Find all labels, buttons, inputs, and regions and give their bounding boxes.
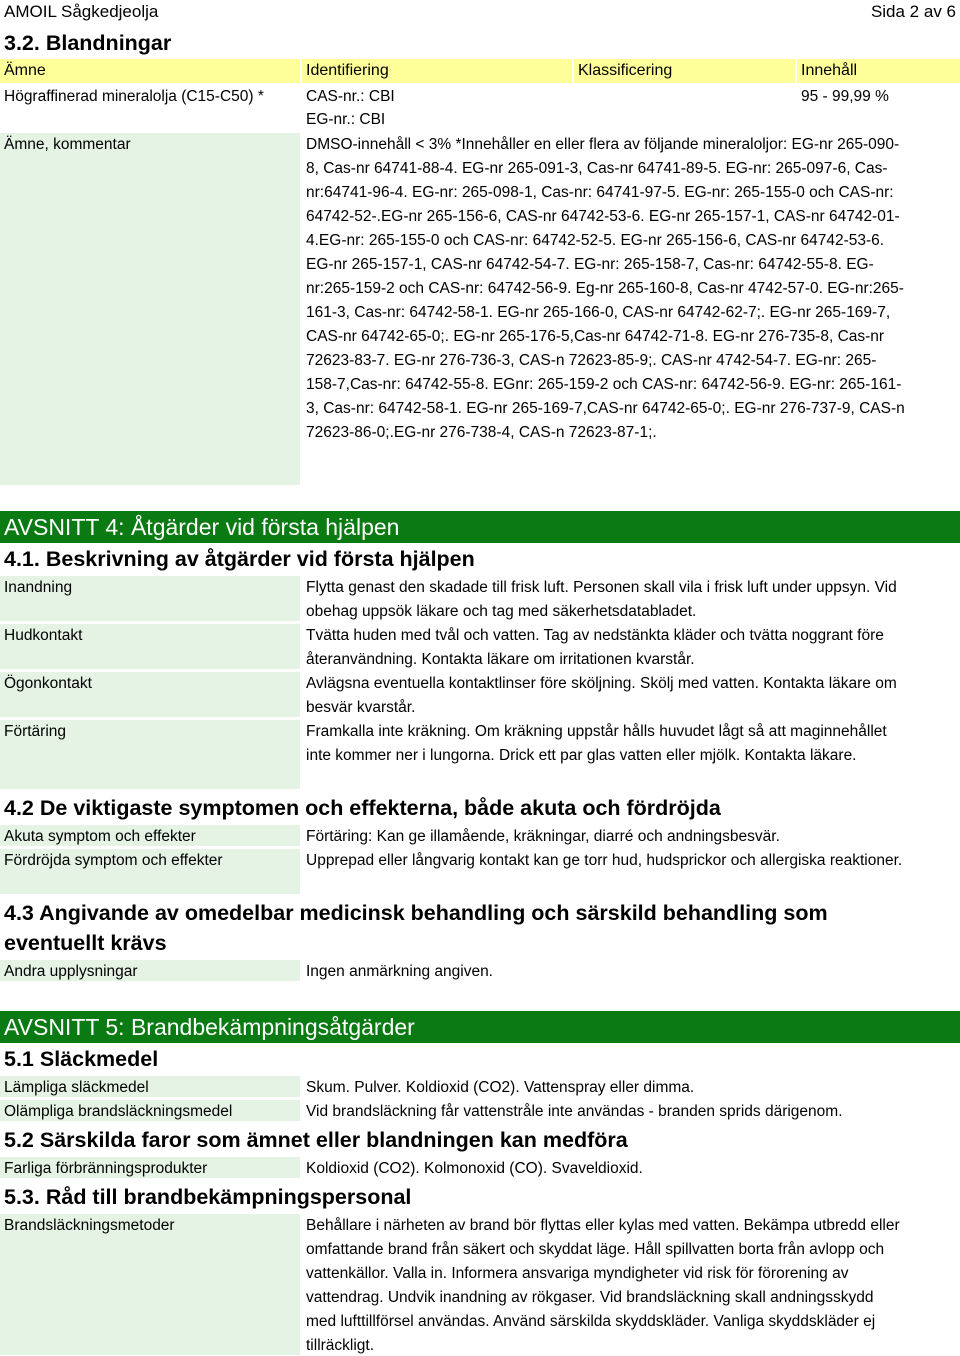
label-inhalation: Inandning xyxy=(0,576,300,621)
text-suitable-extinguishers: Skum. Pulver. Koldioxid (CO2). Vattenspray eller dimma. xyxy=(306,1079,695,1096)
mixture-table-header xyxy=(0,59,960,83)
text-unsuitable-extinguishers: Vid brandsläckning får vattenstråle inte användas - branden sprids därigenom. xyxy=(306,1103,843,1120)
section-5-title: AVSNITT 5: Brandbekämpningsåtgärder xyxy=(0,1011,960,1043)
label-substance-comment: Ämne, kommentar xyxy=(0,133,300,485)
substance-comment-text: DMSO-innehåll < 3% *Innehåller en eller flera av följande mineraloljor: EG-nr 265-090-8, Cas-nr 64741-88-4. EG-nr 265-091-3, Cas-nr 64741-89-5. EG-nr: 265-097-6, Cas-nr:64741-96-4. EG-nr: 265-098-1, Cas-nr: 64741-97-5. EG-nr: 265-155-0 och CAS-nr: 64742-52-.EG-nr 265-156-6, CAS-nr 64742-53-6. EG-nr 265-157-1, CAS-nr 64742-01-4.EG-nr: 265-155-0 och CAS-nr: 64742-52-5. EG-nr 265-156-6, CAS-nr 64742-53-6. EG-nr 265-157-1, CAS-nr 64742-54-7. EG-nr: 265-158-7, Cas-nr: 64742-55-8. EG-nr:265-159-2 och CAS-nr: 64742-56-9. Eg-nr 265-160-8, Cas-nr 4742-57-0. EG-nr:265-161-3, Cas-nr: 64742-58-1. EG-nr 265-166-0, CAS-nr 64742-62-7;. EG-nr 265-169-7, CAS-nr 64742-65-0;. EG-nr 265-176-5,Cas-nr 64742-71-8. EG-nr 276-735-8, Cas-nr 72623-83-7. EG-nr 276-736-3, CAS-n 72623-85-9;. CAS-nr 4742-54-7. EG-nr: 265-158-7,Cas-nr: 64742-55-8. EGnr: 265-159-2 och CAS-nr: 64742-56-9. EG-nr: 265-161-3, Cas-nr: 64742-58-1. EG-nr 265-169-7,CAS-nr 64742-65-0;. EG-nr 276-737-9, CAS-n 72623-86-0;.EG-nr 276-738-4, CAS-n 72623-87-1;. xyxy=(306,136,905,441)
section-4-title: AVSNITT 4: Åtgärder vid första hjälpen xyxy=(0,511,960,543)
label-suitable-extinguishers: Lämpliga släckmedel xyxy=(0,1076,300,1097)
label-skin-contact: Hudkontakt xyxy=(0,624,300,669)
label-combustion-products: Farliga förbränningsprodukter xyxy=(0,1157,300,1178)
substance-name: Högraffinerad mineralolja (C15-C50) * xyxy=(4,88,264,105)
subsection-heading-4-2: 4.2 De viktigaste symptomen och effekterna, både akuta och fördröjda xyxy=(4,796,721,820)
label-acute-symptoms: Akuta symptom och effekter xyxy=(0,825,300,846)
column-header-substance: Ämne xyxy=(0,59,300,83)
substance-cas: CAS-nr.: CBI xyxy=(306,88,395,105)
label-ingestion: Förtäring xyxy=(0,720,300,789)
text-eye-contact: Avlägsna eventuella kontaktlinser före sköljning. Skölj med vatten. Kontakta läkare om besvär kvarstår. xyxy=(306,675,897,716)
column-header-identification: Identifiering xyxy=(302,59,572,83)
subsection-heading-4-3: 4.3 Angivande av omedelbar medicinsk behandling och särskild behandling som eventuellt krävs xyxy=(4,901,828,955)
label-unsuitable-extinguishers: Olämpliga brandsläckningsmedel xyxy=(0,1100,300,1121)
label-firefighting-methods: Brandsläckningsmetoder xyxy=(0,1214,300,1355)
label-delayed-symptoms: Fördröjda symptom och effekter xyxy=(0,849,300,894)
column-header-content: Innehåll xyxy=(797,59,960,83)
text-combustion-products: Koldioxid (CO2). Kolmonoxid (CO). Svaveldioxid. xyxy=(306,1160,643,1177)
subsection-heading-3-2: 3.2. Blandningar xyxy=(4,31,172,55)
label-eye-contact: Ögonkontakt xyxy=(0,672,300,717)
column-header-classification: Klassificering xyxy=(574,59,795,83)
page-number: Sida 2 av 6 xyxy=(870,2,956,21)
label-other-info: Andra upplysningar xyxy=(0,960,300,981)
text-ingestion: Framkalla inte kräkning. Om kräkning uppstår hålls huvudet lågt så att maginnehållet inte kommer ner i lungorna. Drick ett par glas vatten eller mjölk. Kontakta läkare. xyxy=(306,723,887,764)
text-other-info: Ingen anmärkning angiven. xyxy=(306,963,493,980)
substance-content: 95 - 99,99 % xyxy=(801,88,889,105)
subsection-heading-5-3: 5.3. Råd till brandbekämpningspersonal xyxy=(4,1185,412,1209)
subsection-heading-4-1: 4.1. Beskrivning av åtgärder vid första hjälpen xyxy=(4,547,475,571)
document-title: AMOIL Sågkedjeolja xyxy=(4,2,159,21)
text-firefighting-methods: Behållare i närheten av brand bör flyttas eller kylas med vatten. Bekämpa utbredd eller omfattande brand från säkert och skyddat läge. Håll spillvatten borta från avlopp och vattenkällor. Valla in. Informera ansvariga myndigheter vid risk för förorening av vattendrag. Undvik inandning av rökgaser. Vid brandsläckning skall andningsskydd med lufttillförsel användas. Använd särskilda skyddskläder. Vanliga skyddskläder ej tillräckligt. xyxy=(306,1217,900,1354)
text-inhalation: Flytta genast den skadade till frisk luft. Personen skall vila i frisk luft under uppsyn. Vid obehag uppsök läkare och tag med säkerhetsdatabladet. xyxy=(306,579,897,620)
text-skin-contact: Tvätta huden med tvål och vatten. Tag av nedstänkta kläder och tvätta noggrant före återanvändning. Kontakta läkare om irritationen kvarstår. xyxy=(306,627,884,668)
substance-eg: EG-nr.: CBI xyxy=(306,111,386,128)
text-acute-symptoms: Förtäring: Kan ge illamående, kräkningar, diarré och andningsbesvär. xyxy=(306,828,780,845)
subsection-heading-5-1: 5.1 Släckmedel xyxy=(4,1047,159,1071)
text-delayed-symptoms: Upprepad eller långvarig kontakt kan ge torr hud, hudsprickor och allergiska reaktioner. xyxy=(306,852,903,869)
subsection-heading-5-2: 5.2 Särskilda faror som ämnet eller blandningen kan medföra xyxy=(4,1128,628,1152)
